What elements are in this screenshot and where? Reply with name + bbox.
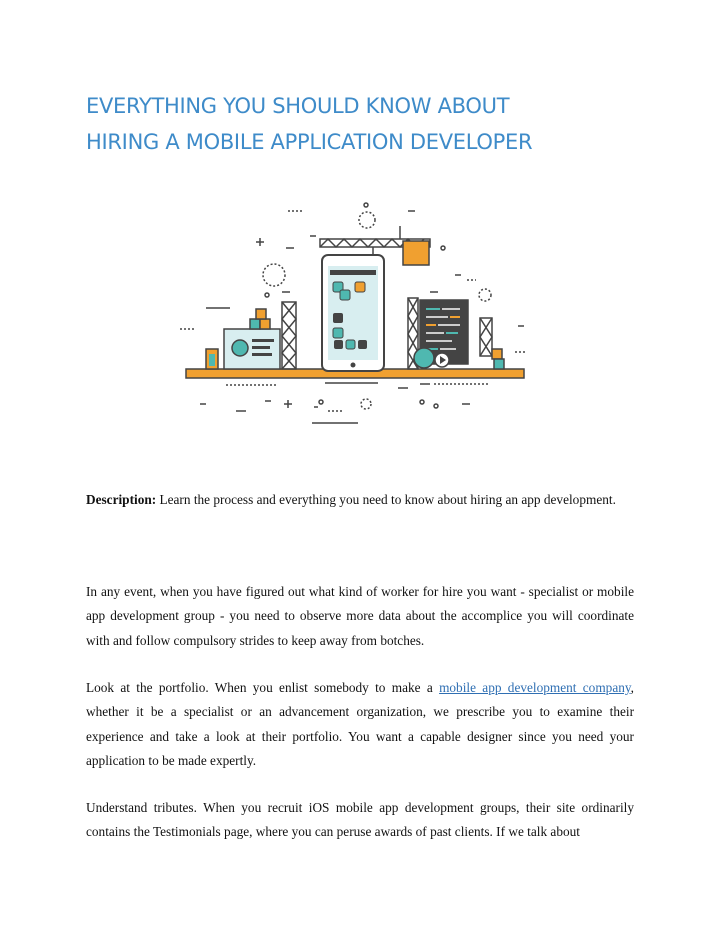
- left-scaffold: [282, 302, 296, 369]
- body-paragraph-1: In any event, when you have figured out what kind of worker for hire you want - specialist or mobile app development group - you need to observe more data about the accomplice you will coordinate with and follow compulsory strides to keep away from botches.: [86, 584, 634, 648]
- profile-monitor-icon: [206, 309, 280, 369]
- mobile-app-construction-illustration: [180, 196, 530, 432]
- title-line-1: EVERYTHING YOU SHOULD KNOW ABOUT: [86, 94, 510, 118]
- p2-text-before: Look at the portfolio. When you enlist somebody to make a: [86, 680, 440, 695]
- body-paragraph-2: [86, 676, 634, 773]
- p2-text-after: , whether it be a specialist or an advancement organization, we prescribe you to examine their experience and take a look at their portfolio. You want a capable designer since you need your application to be made expertly.: [86, 680, 634, 768]
- phone-icon: [322, 255, 384, 371]
- description-label: Description:: [86, 492, 157, 507]
- title-line-2: HIRING A MOBILE APPLICATION DEVELOPER: [86, 130, 533, 154]
- description-paragraph: [86, 488, 634, 512]
- page-title: [86, 88, 646, 160]
- description-text: Learn the process and everything you need to know about hiring an app development.: [156, 492, 616, 507]
- body-paragraph-3: Understand tributes. When you recruit iOS mobile app development groups, their site ordinarily contains the Testimonials page, where you can peruse awards of past clients. If we talk about: [86, 800, 634, 840]
- mobile-app-development-company-link[interactable]: mobile app development company: [439, 680, 631, 695]
